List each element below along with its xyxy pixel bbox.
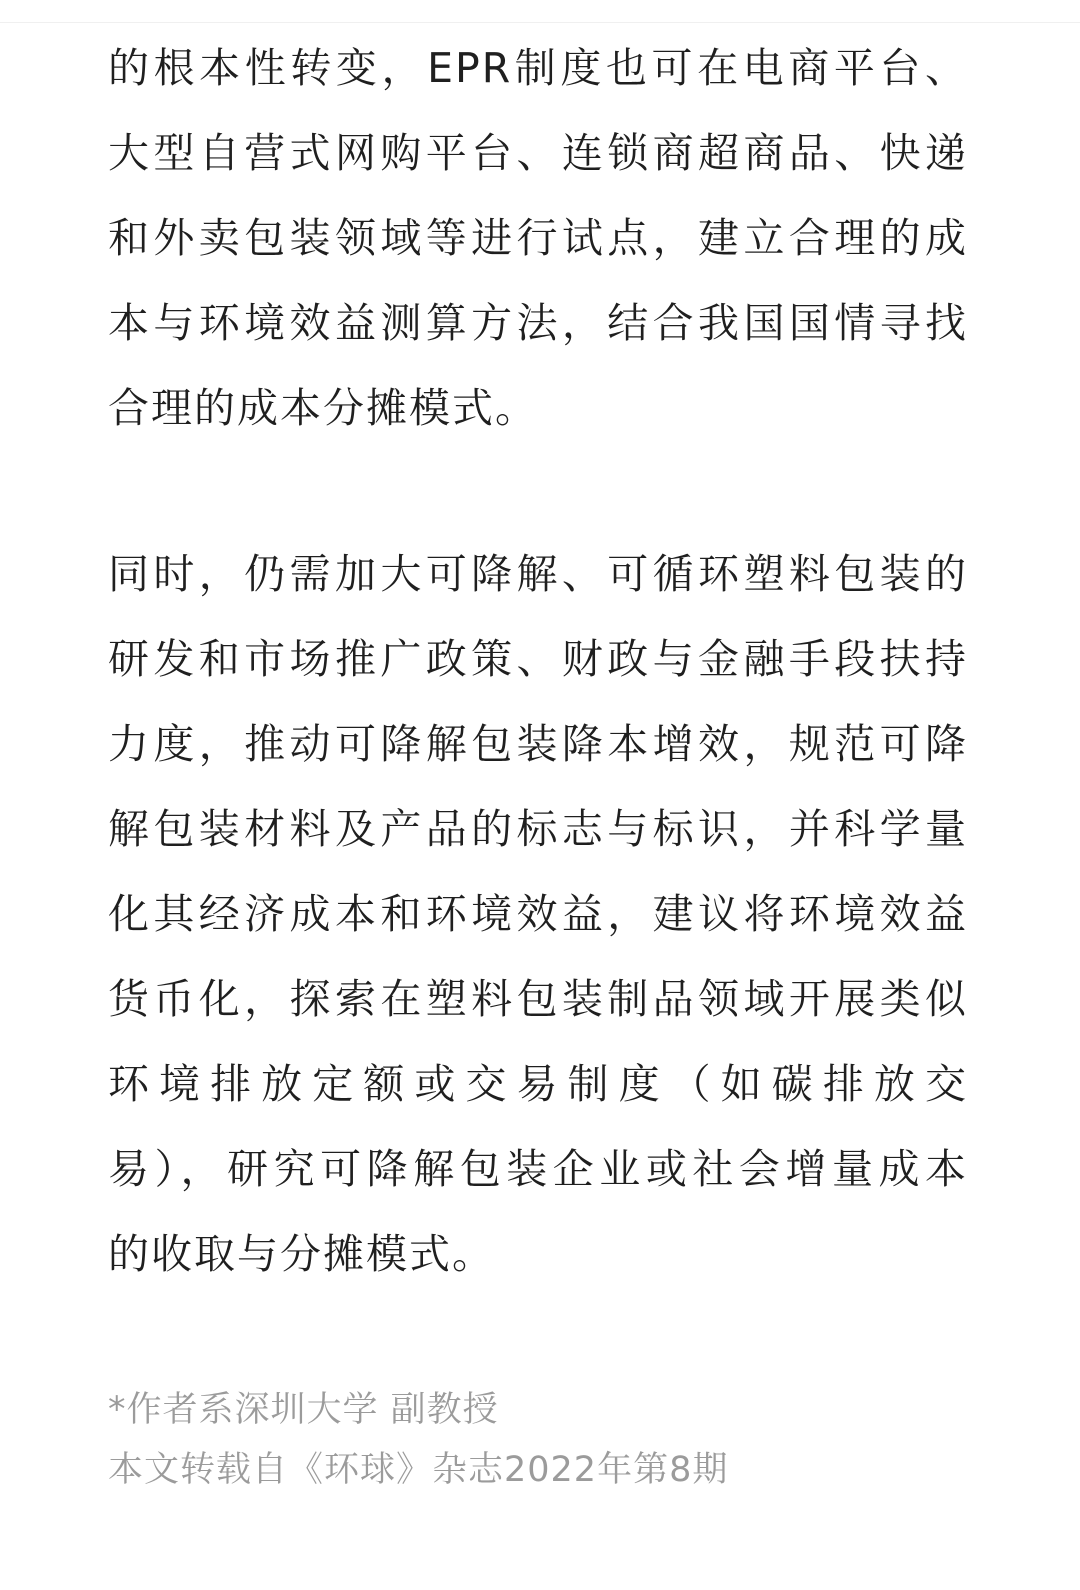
paragraph-line: 解包装材料及产品的标志与标识，并科学量 [108,805,968,853]
paragraph-line: 的根本性转变，EPR制度也可在电商平台、 [108,44,968,92]
paragraph-line: 化其经济成本和环境效益，建议将环境效益 [108,890,968,938]
paragraph-line: 环境排放定额或交易制度（如碳排放交 [108,1060,968,1108]
paragraph-line: 合理的成本分摊模式。 [108,384,538,432]
paragraph [108,532,968,1297]
paragraph-line: 力度，推动可降解包装降本增效，规范可降 [108,720,968,768]
paragraph-line: 货币化，探索在塑料包装制品领域开展类似 [108,975,968,1023]
author-note: *作者系深圳大学 副教授 [108,1390,499,1430]
source-note: 本文转载自《环球》杂志2022年第8期 [108,1450,729,1490]
paragraph-line: 本与环境效益测算方法，结合我国国情寻找 [108,299,968,347]
paragraph-line: 同时，仍需加大可降解、可循环塑料包装的 [108,550,968,598]
paragraph [108,26,968,451]
article-footer [108,1380,968,1500]
paragraph-line: 的收取与分摊模式。 [108,1230,495,1278]
top-divider [0,22,1080,23]
paragraph-line: 和外卖包装领域等进行试点，建立合理的成 [108,214,968,262]
paragraph-line: 研发和市场推广政策、财政与金融手段扶持 [108,635,968,683]
paragraph-line: 大型自营式网购平台、连锁商超商品、快递 [108,129,968,177]
paragraph-line: 易），研究可降解包装企业或社会增量成本 [108,1145,968,1193]
